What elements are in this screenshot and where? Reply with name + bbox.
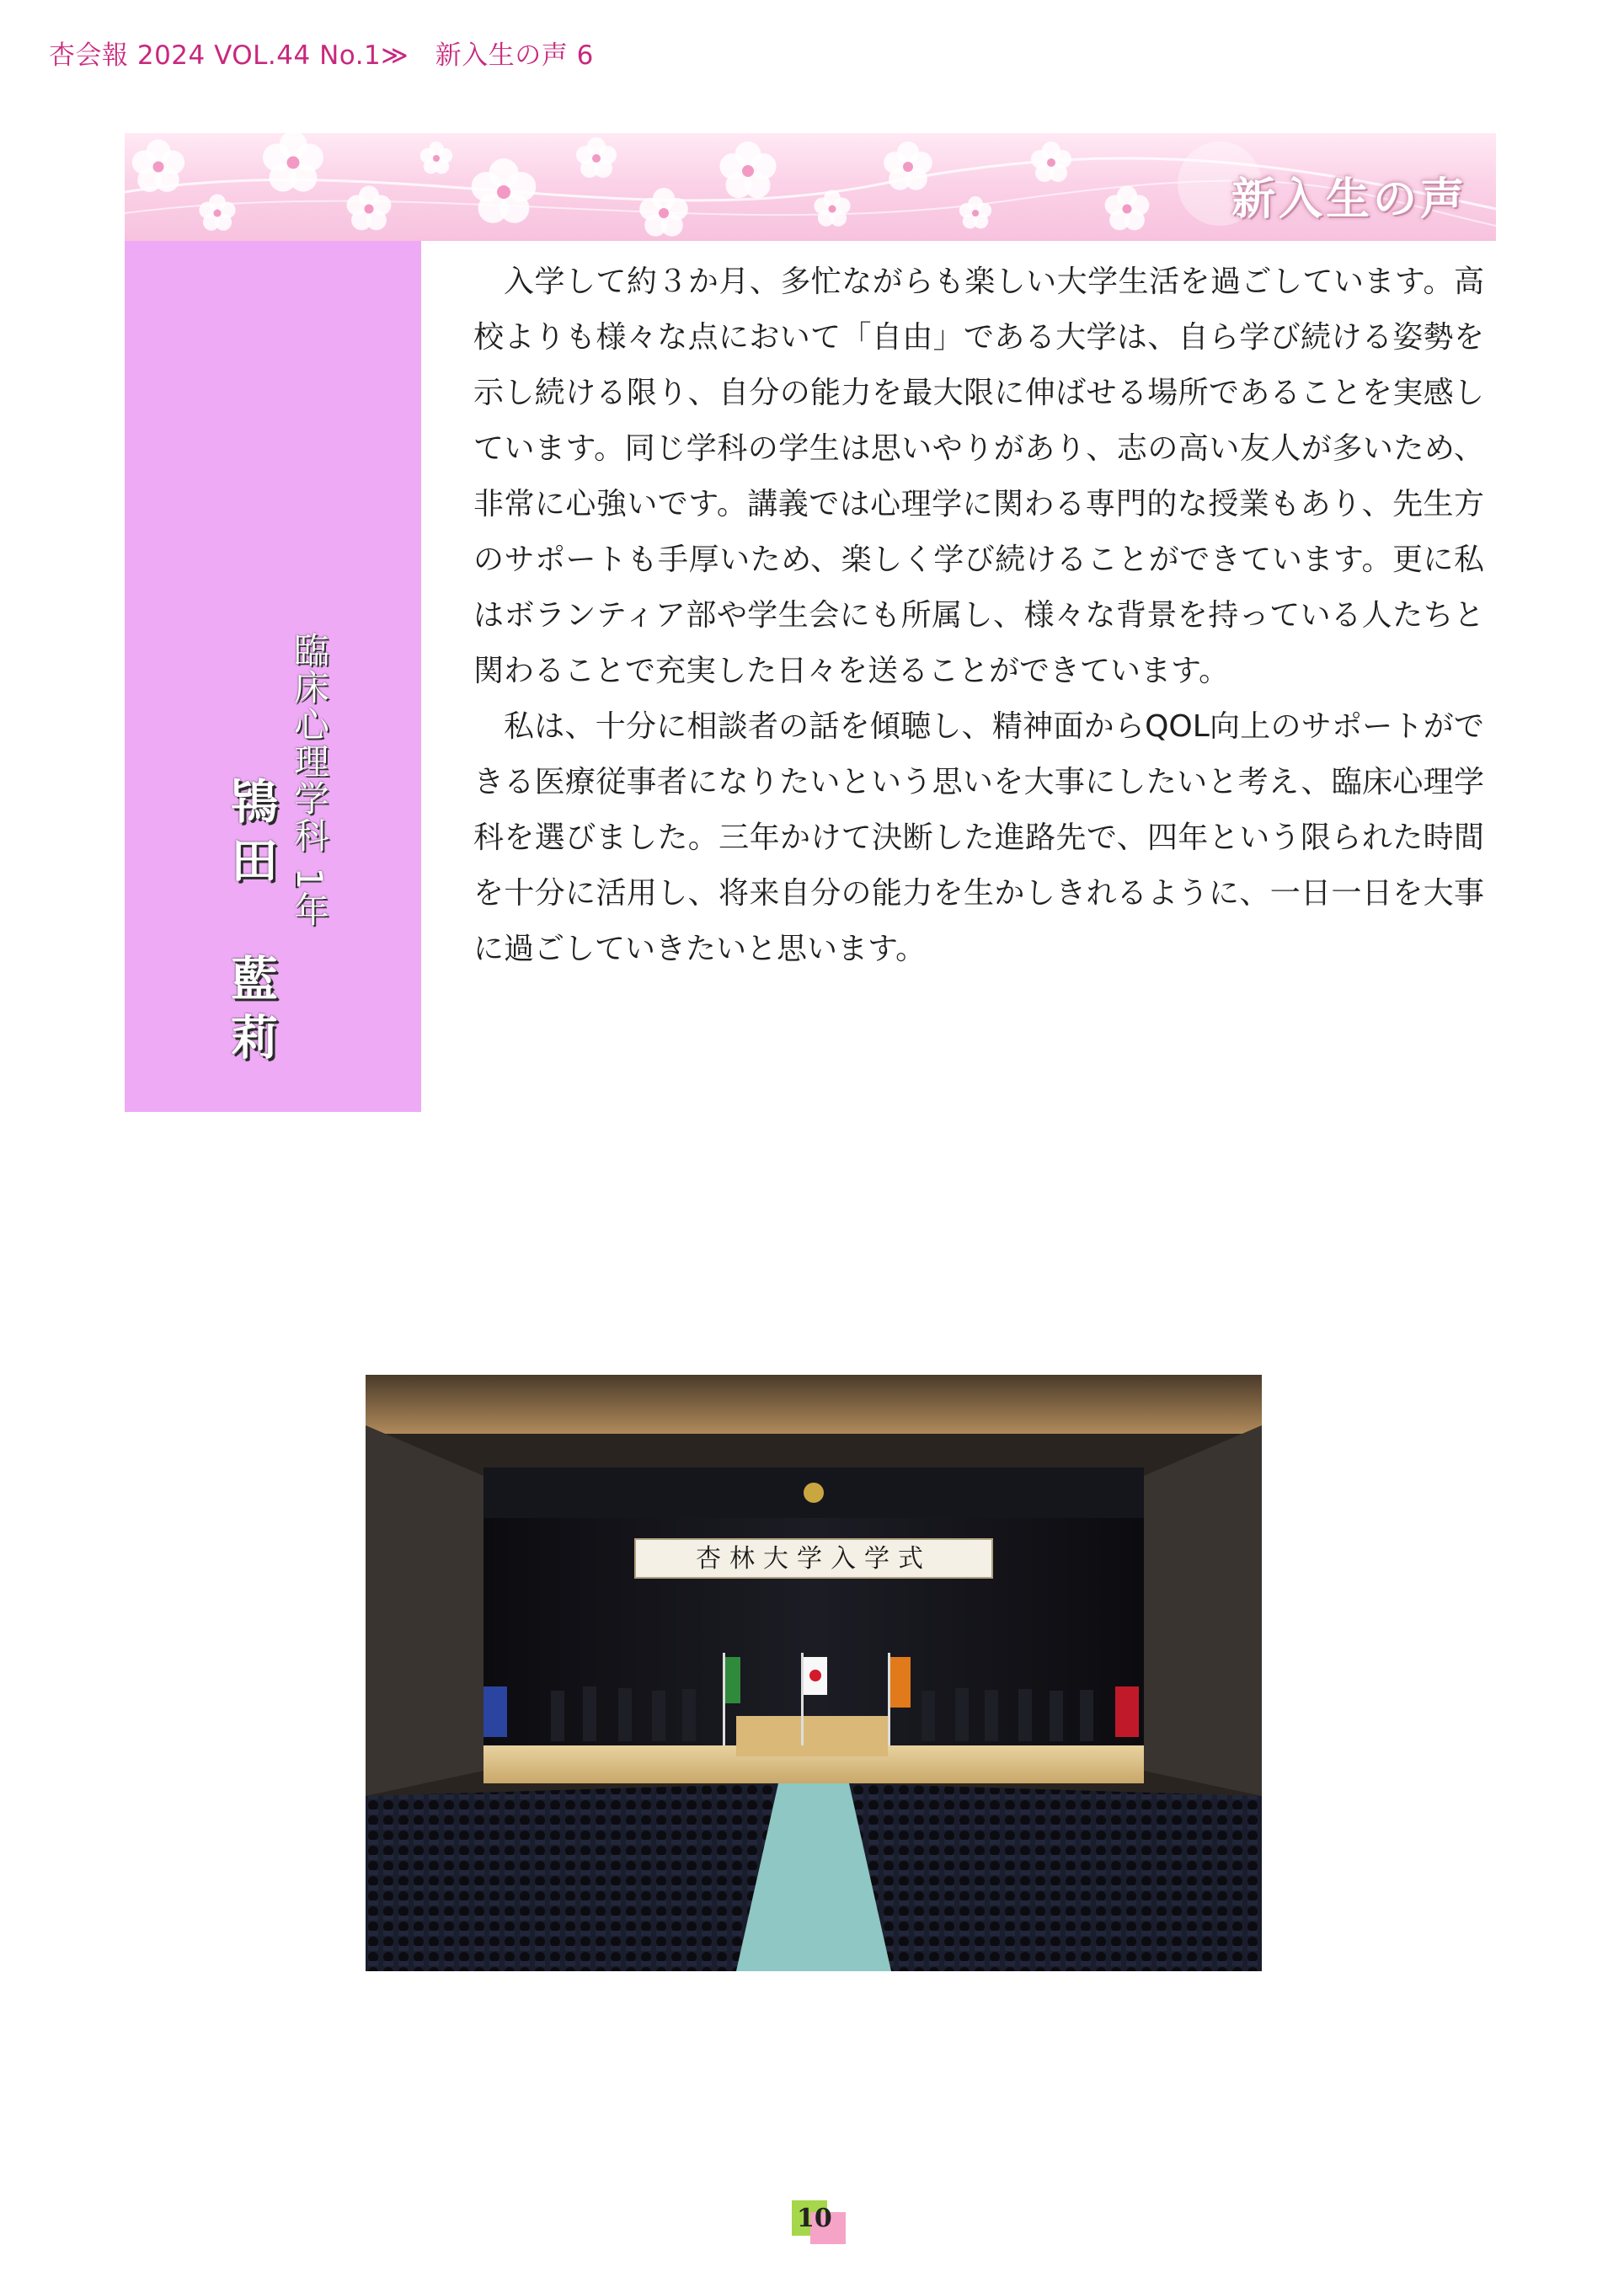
running-header: 杏会報 2024 VOL.44 No.1≫ 新入生の声 6 — [49, 40, 594, 71]
page-number-text: 10 — [797, 2204, 832, 2233]
author-name: 鴇田 藍莉 — [223, 777, 278, 1072]
stage-sign-text: 杏林大学入学式 — [696, 1544, 932, 1574]
page-number — [792, 2200, 847, 2244]
author-department: 臨床心理学科 1年 — [289, 632, 330, 929]
section-banner — [125, 133, 1496, 241]
article-paragraph: 入学して約３か月、多忙ながらも楽しい大学生活を過ごしています。高校よりも様々な点において「自由」である大学は、自ら学び続ける姿勢を示し続ける限り、自分の能力を最大限に伸ばせる場所であることを実感しています。同じ学科の学生は思いやりがあり、志の高い友人が多いため、非常に心強いです。講義では心理学に関わる専門的な授業もあり、先生方のサポートも手厚いため、楽しく学び続けることができています。更に私はボランティア部や学生会にも所属し、様々な背景を持っている人たちと関わることで充実した日々を送ることができています。 — [473, 265, 1484, 688]
section-title: 新入生の声 — [1231, 174, 1467, 225]
entrance-ceremony-photo — [366, 1375, 1262, 1971]
article-paragraph: 私は、十分に相談者の話を傾聴し、精神面からQOL向上のサポートができる医療従事者になりたいという思いを大事にしたいと考え、臨床心理学科を選びました。三年かけて決断した進路先で、四年という限られた時間を十分に活用し、将来自分の能力を生かしきれるように、一日一日を大事に過ごしていきたいと思います。 — [473, 709, 1484, 966]
article-body — [473, 254, 1484, 977]
